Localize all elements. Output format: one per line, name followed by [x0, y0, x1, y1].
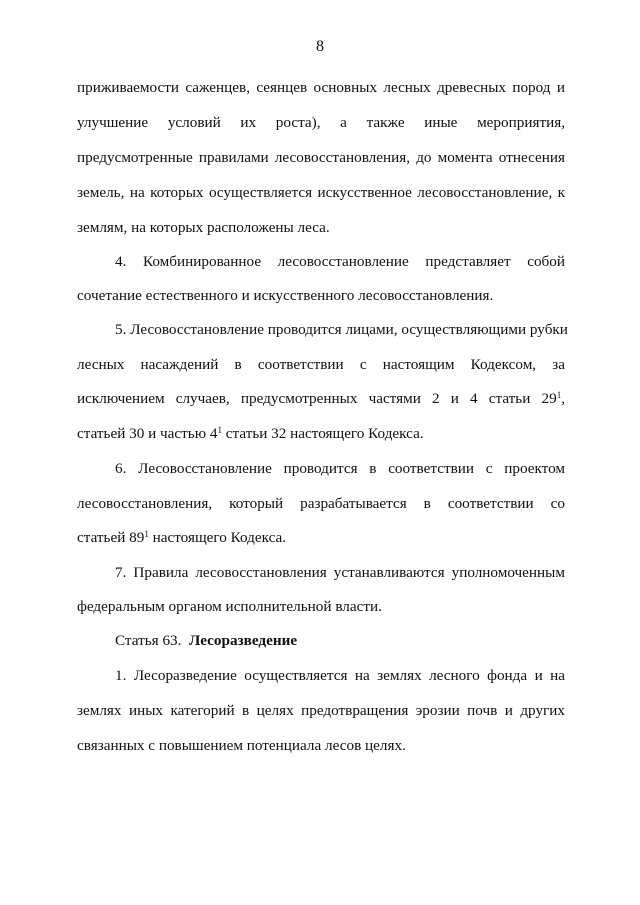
superscript: 1 — [144, 529, 149, 539]
superscript: 1 — [217, 425, 222, 435]
paragraph-line: связанных с повышением потенциала лесов целях. — [77, 737, 406, 754]
article-number: Статья 63. — [115, 632, 182, 649]
paragraph-line: лесовосстановления, который разрабатывается в соответствии со — [77, 495, 565, 512]
paragraph-line: приживаемости саженцев, сеянцев основных лесных древесных пород и — [77, 79, 565, 96]
paragraph-line — [77, 424, 565, 444]
paragraph-line: земель, на которых осуществляется искусственное лесовосстановление, к — [77, 184, 565, 201]
superscript: 1 — [556, 390, 562, 400]
paragraph-line — [77, 389, 565, 409]
article-title: Лесоразведение — [189, 632, 298, 649]
paragraph-line — [77, 528, 565, 548]
paragraph-line: 7. Правила лесовосстановления устанавливаются уполномоченным — [115, 564, 565, 581]
text-segment: , — [561, 390, 565, 407]
text-segment: статьи 32 настоящего Кодекса. — [221, 425, 424, 442]
article-heading — [115, 631, 565, 651]
text-segment: статьей 30 и частью 4 — [77, 425, 218, 442]
paragraph-line: землях иных категорий в целях предотвращения эрозии почв и других — [77, 702, 565, 719]
paragraph-line: 4. Комбинированное лесовосстановление представляет собой — [115, 253, 565, 270]
paragraph-line: предусмотренные правилами лесовосстановления, до момента отнесения — [77, 149, 565, 166]
paragraph-line: 6. Лесовосстановление проводится в соответствии с проектом — [115, 460, 565, 477]
paragraph-line: федеральным органом исполнительной власти. — [77, 598, 382, 615]
paragraph-line: лесных насаждений в соответствии с настоящим Кодексом, за — [77, 356, 565, 373]
paragraph-line: землям, на которых расположены леса. — [77, 219, 330, 236]
page-number: 8 — [316, 38, 324, 55]
text-segment: статьей 89 — [77, 529, 145, 546]
text-segment: исключением случаев, предусмотренных частями 2 и 4 статьи 29 — [77, 390, 557, 407]
paragraph-line: 5. Лесовосстановление проводится лицами, осуществляющими рубки — [115, 321, 568, 338]
paragraph-line: 1. Лесоразведение осуществляется на землях лесного фонда и на — [115, 667, 565, 684]
paragraph-line: сочетание естественного и искусственного лесовосстановления. — [77, 287, 494, 304]
paragraph-line: улучшение условий их роста), а также иные мероприятия, — [77, 114, 565, 131]
text-segment: настоящего Кодекса. — [148, 529, 287, 546]
